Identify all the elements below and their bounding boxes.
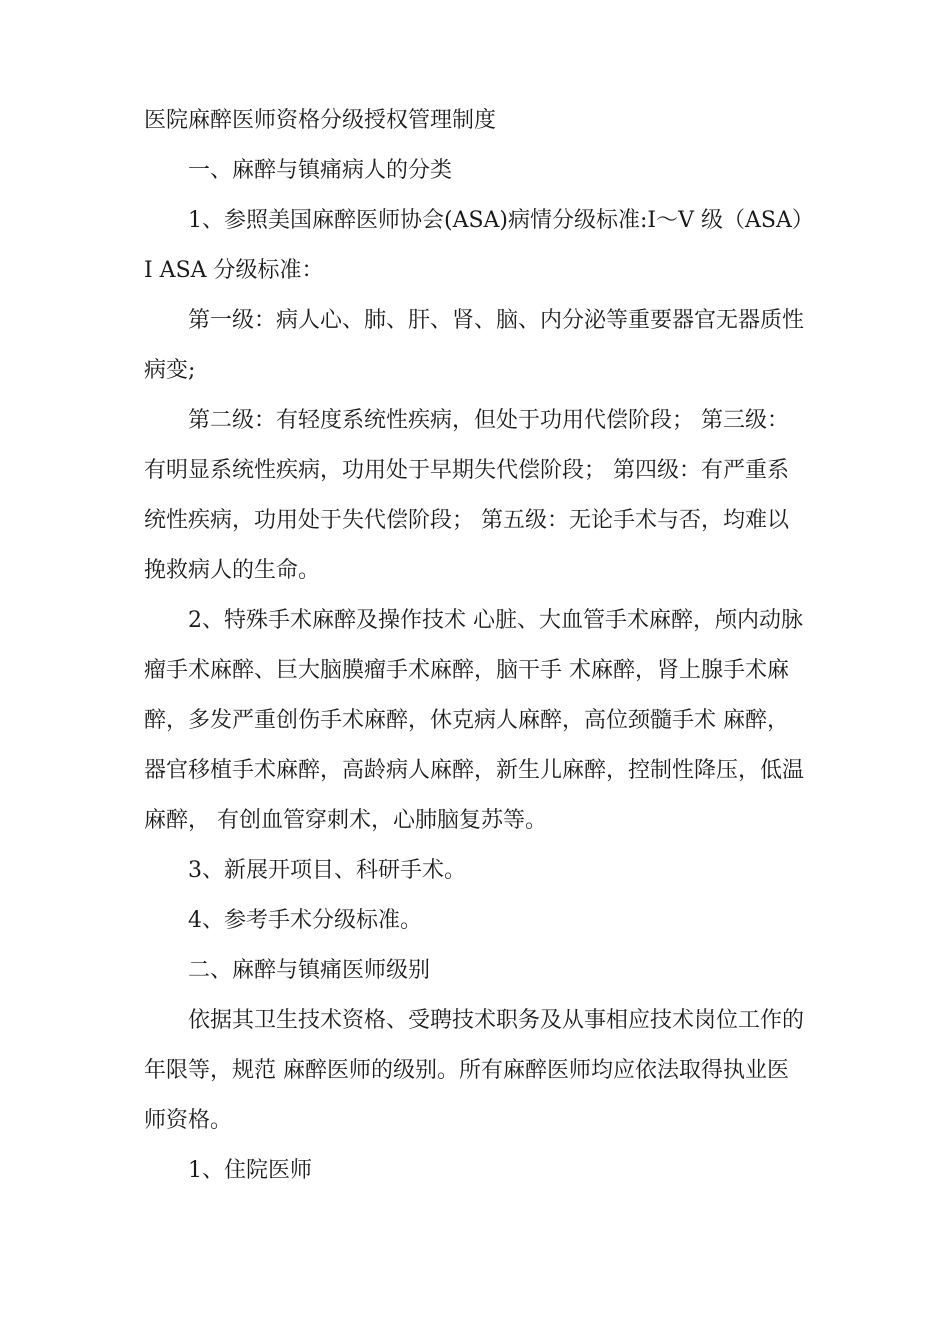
paragraph-line: 4、参考手术分级标准。	[188, 908, 422, 933]
section-heading: 二、麻醉与镇痛医师级别	[188, 958, 431, 983]
paragraph-line: 师资格。	[144, 1108, 233, 1133]
paragraph-line: I ASA 分级标准：	[144, 258, 324, 283]
paragraph-line: 挽救病人的生命。	[144, 558, 321, 583]
paragraph-line: 第一级：病人心、肺、肝、肾、脑、内分泌等重要器官无器质性	[188, 308, 805, 333]
paragraph-line: 3、新展开项目、科研手术。	[188, 858, 466, 883]
paragraph-line: 依据其卫生技术资格、受聘技术职务及从事相应技术岗位工作的	[188, 1008, 805, 1033]
paragraph-line: 年限等，规范 麻醉医师的级别。所有麻醉医师均应依法取得执业医	[144, 1058, 789, 1083]
paragraph-line: 1、参照美国麻醉医师协会(ASA)病情分级标准:I～V 级（ASA）	[188, 208, 814, 233]
section-heading: 一、麻醉与镇痛病人的分类	[188, 158, 453, 183]
paragraph-line: 1、住院医师	[188, 1158, 312, 1183]
paragraph-line: 醉，多发严重创伤手术麻醉，休克病人麻醉，高位颈髓手术 麻醉，	[144, 708, 789, 733]
paragraph-line: 病变;	[144, 358, 196, 383]
paragraph-line: 2、特殊手术麻醉及操作技术 心脏、大血管手术麻醉，颅内动脉	[188, 608, 803, 633]
paragraph-line: 器官移植手术麻醉，高龄病人麻醉，新生儿麻醉，控制性降压，低温	[144, 758, 805, 783]
paragraph-line: 瘤手术麻醉、巨大脑膜瘤手术麻醉，脑干手 术麻醉，肾上腺手术麻	[144, 658, 789, 683]
paragraph-line: 统性疾病，功用处于失代偿阶段； 第五级：无论手术与否，均难以	[144, 508, 789, 533]
document-title: 医院麻醉医师资格分级授权管理制度	[144, 108, 497, 133]
paragraph-line: 第二级：有轻度系统性疾病，但处于功用代偿阶段； 第三级：	[188, 408, 789, 433]
paragraph-line: 麻醉， 有创血管穿刺术，心肺脑复苏等。	[144, 808, 547, 833]
paragraph-line: 有明显系统性疾病，功用处于早期失代偿阶段； 第四级：有严重系	[144, 458, 789, 483]
